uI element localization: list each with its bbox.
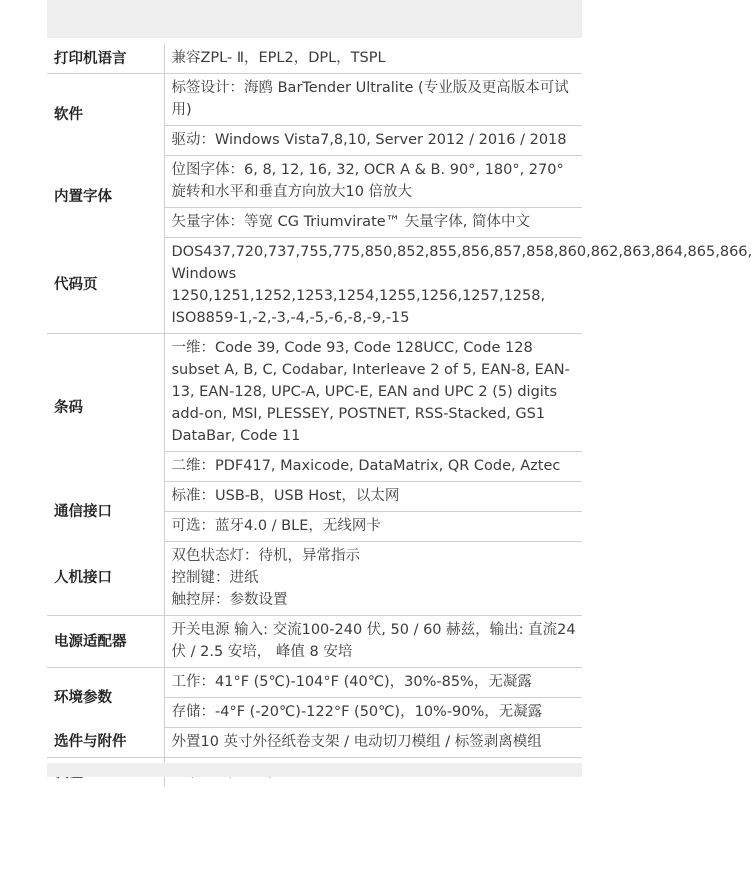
- spec-label: 软件: [47, 74, 164, 156]
- spec-value: [164, 482, 582, 512]
- spec-value-line: 二维：PDF417, Maxicode, DataMatrix, QR Code, Aztec: [171, 458, 561, 474]
- spec-value: [164, 156, 582, 208]
- spec-value-line: 标签设计：海鸥 BarTender Ultralite (专业版及更高版本可试用): [171, 80, 569, 118]
- spec-label: 打印机语言: [47, 44, 164, 74]
- spec-row: [47, 542, 582, 616]
- spec-row: [47, 156, 582, 208]
- spec-value-line: 标准：USB-B，USB Host，以太网: [171, 488, 400, 504]
- spec-table-body: [47, 44, 752, 787]
- spec-value-line: 驱动：Windows Vista7,8,10, Server 2012 / 2016 / 2018: [171, 132, 567, 148]
- spec-label: 内置字体: [47, 156, 164, 238]
- spec-row: [47, 334, 582, 452]
- spec-table: [47, 44, 752, 787]
- header-band: [47, 0, 582, 38]
- spec-row: [47, 616, 582, 668]
- spec-value-line: 存储：-4°F (-20℃)-122°F (50℃)，10%-90%，无凝露: [171, 704, 543, 720]
- spec-value-line: 控制键：进纸: [171, 570, 259, 586]
- spec-value: [164, 728, 582, 758]
- spec-label: 条码: [47, 334, 164, 482]
- spec-value-line: DOS437,720,737,755,775,850,852,855,856,857,858,860,862,863,864,865,866, Windows 1250,1251,1252,1253,1254,1255,1256,1257,1258, ISO8859-1,-2,-3,-4,-5,-6,-8,-9,-15: [171, 244, 752, 326]
- spec-value: [164, 512, 582, 542]
- spec-label: 通信接口: [47, 482, 164, 542]
- spec-row: [47, 74, 582, 126]
- spec-value-line: 矢量字体：等宽 CG Triumvirate™ 矢量字体, 简体中文: [171, 214, 530, 230]
- spec-row: [47, 238, 582, 334]
- spec-value: [164, 126, 582, 156]
- spec-row: [47, 44, 582, 74]
- spec-value: [164, 74, 582, 126]
- spec-value-line: 外置10 英寸外径纸卷支架 / 电动切刀模组 / 标签剥离模组: [171, 734, 542, 750]
- spec-row: [47, 668, 582, 698]
- spec-value-line: 双色状态灯：待机，异常指示: [171, 548, 360, 564]
- spec-row: [47, 482, 582, 512]
- spec-value: [164, 542, 582, 616]
- spec-value: [164, 238, 752, 334]
- spec-value: [164, 616, 582, 668]
- spec-value: [164, 334, 582, 452]
- spec-value-line: 触控屏：参数设置: [171, 592, 288, 608]
- spec-value: [164, 698, 582, 728]
- footer-band: [47, 763, 582, 777]
- spec-label: 环境参数: [47, 668, 164, 728]
- spec-value-line: 工作：41°F (5℃)-104°F (40℃)，30%-85%，无凝露: [171, 674, 532, 690]
- spec-value-line: 一维：Code 39, Code 93, Code 128UCC, Code 128 subset A, B, C, Codabar, Interleave 2 of 5, EAN-8, EAN-13, EAN-128, UPC-A, UPC-E, EAN and UPC 2 (5) digits add-on, MSI, PLESSEY, POSTNET, RSS-Stacked, GS1 DataBar, Code 11: [171, 340, 570, 444]
- spec-value: [164, 208, 582, 238]
- spec-value-line: 位图字体：6, 8, 12, 16, 32, OCR A & B. 90°, 180°, 270° 旋转和水平和垂直方向放大10 倍放大: [171, 162, 564, 200]
- spec-value: [164, 44, 582, 74]
- spec-label: 代码页: [47, 238, 164, 334]
- spec-value-line: 开关电源 输入: 交流100-240 伏, 50 / 60 赫兹，输出: 直流24 伏 / 2.5 安培， 峰值 8 安培: [171, 622, 576, 660]
- spec-value-line: 可选：蓝牙4.0 / BLE，无线网卡: [171, 518, 381, 534]
- spec-value: [164, 452, 582, 482]
- spec-label: 人机接口: [47, 542, 164, 616]
- spec-label: 选件与附件: [47, 728, 164, 758]
- spec-value: [164, 668, 582, 698]
- spec-value-line: 兼容ZPL- Ⅱ，EPL2，DPL，TSPL: [171, 50, 386, 66]
- spec-label: 电源适配器: [47, 616, 164, 668]
- spec-row: [47, 728, 582, 758]
